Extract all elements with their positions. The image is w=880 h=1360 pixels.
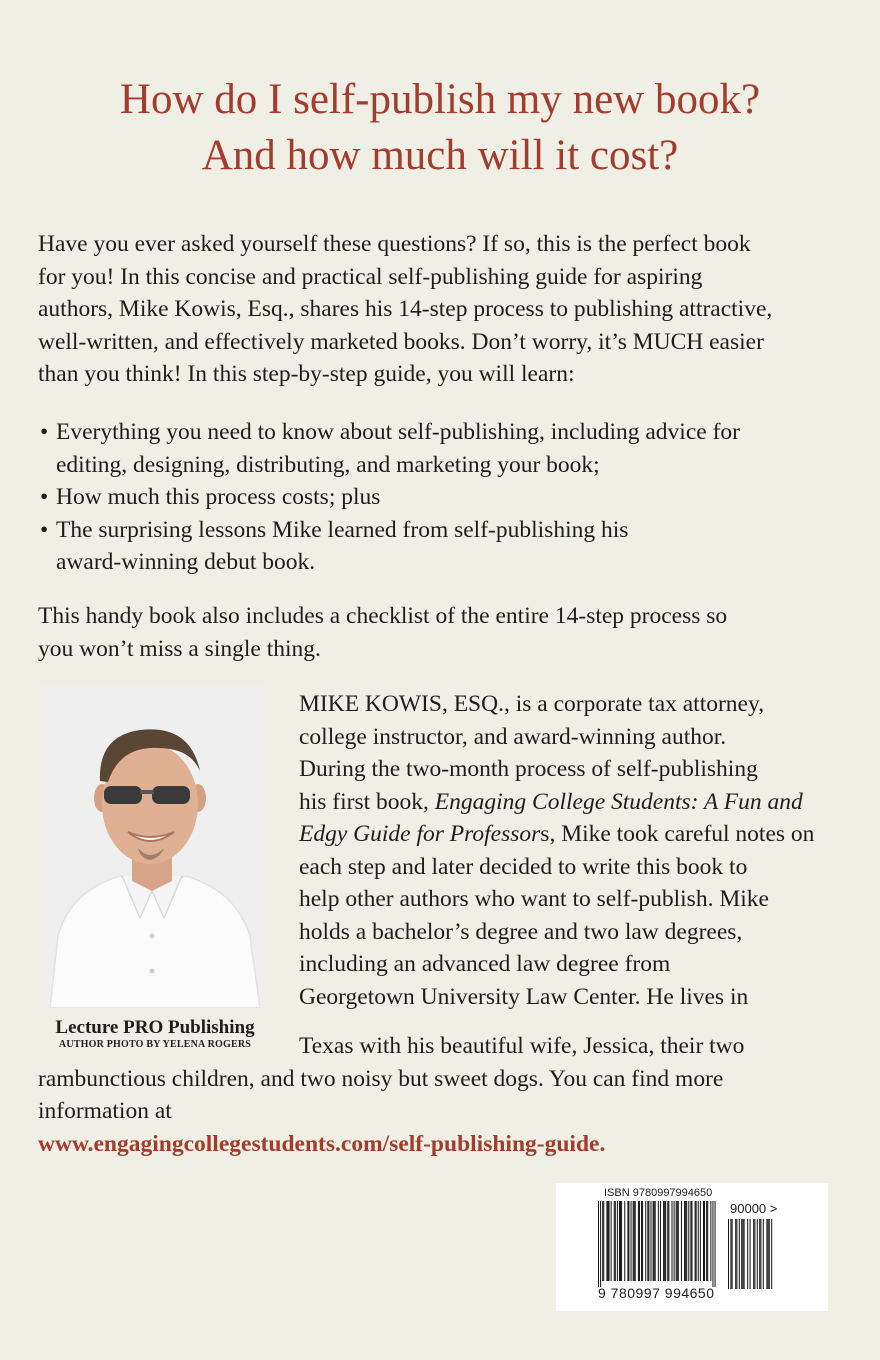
learning-points-list	[40, 416, 840, 579]
heading-line-2: And how much will it cost?	[201, 132, 679, 179]
back-cover-heading	[0, 72, 880, 184]
price-addon: 90000 >	[730, 1201, 778, 1216]
bullet-icon: •	[40, 516, 49, 543]
heading-line-1: How do I self-publish my new book?	[119, 76, 761, 123]
list-item: • Everything you need to know about self-publishing, including advice for editing, designing, distributing, and marketing your book;	[40, 416, 840, 481]
bullet-icon: •	[40, 419, 49, 445]
book-title: Engaging College Students: A Fun and	[434, 788, 803, 815]
list-item: • The surprising lessons Mike learned from self-publishing his award-winning debut book.	[40, 514, 840, 579]
intro-line: Have you ever asked yourself these questions? If so, this is the perfect book	[38, 231, 751, 257]
author-photo	[40, 686, 264, 1008]
author-portrait-icon	[40, 686, 264, 1008]
photo-credit: AUTHOR PHOTO BY YELENA ROGERS	[58, 1039, 252, 1050]
isbn-barcode	[556, 1183, 828, 1311]
intro-line: well-written, and effectively marketed books. Don’t worry, it’s MUCH easier	[38, 328, 764, 355]
intro-line: authors, Mike Kowis, Esq., shares his 14-step process to publishing attractive,	[38, 296, 773, 322]
publisher-name: Lecture PRO Publishing	[55, 1017, 255, 1038]
website-link[interactable]: www.engagingcollegestudents.com/self-publishing-guide.	[38, 1131, 606, 1157]
book-title-continued: Edgy Guide for Professor	[299, 821, 541, 847]
author-bio: MIKE KOWIS, ESQ., is a corporate tax attorney, college instructor, and award-winning author. During the two-month process of self-publishing his first book, Engaging College Students: A Fun and Edgy Guide for Professors, Mike took careful notes on each step and later decided to write this book to help other authors who want to self-publish. Mike holds a bachelor’s degree and two law degrees, including an advanced law degree from Georgetown University Law Center. He lives in	[299, 691, 815, 1010]
bullet-icon: •	[40, 484, 49, 510]
intro-line: than you think! In this step-by-step guide, you will learn:	[38, 361, 575, 387]
list-item: • How much this process costs; plus	[40, 481, 840, 514]
intro-line: for you! In this concise and practical self-publishing guide for aspiring	[38, 263, 703, 290]
checklist-paragraph: This handy book also includes a checklist of the entire 14-step process so you won’t miss a single thing.	[38, 603, 728, 662]
isbn-label: ISBN 9780997994650	[604, 1187, 713, 1199]
author-bio-continued: Texas with his beautiful wife, Jessica, their two rambunctious children, and two noisy but sweet dogs. You can find more information at	[38, 1033, 745, 1124]
intro-paragraph	[38, 228, 850, 391]
ean-digits: 9 780997 994650	[598, 1285, 715, 1301]
